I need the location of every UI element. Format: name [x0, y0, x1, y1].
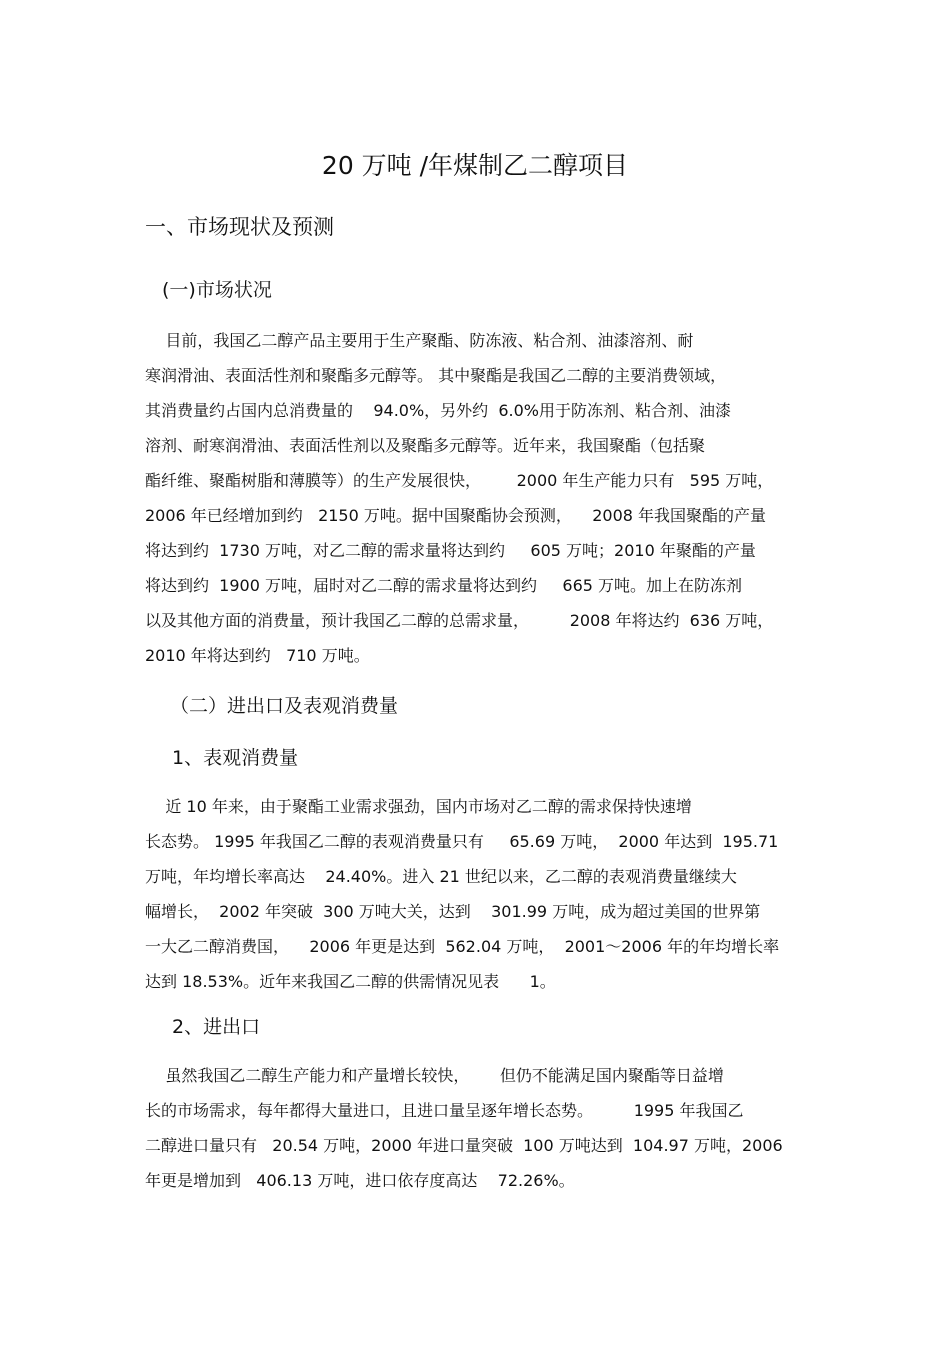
- paragraph-line: 将达到约 1730 万吨，对乙二醇的需求量将达到约 605 万吨；2010 年聚酯的产量: [145, 541, 756, 560]
- paragraph-line: 溶剂、耐寒润滑油、表面活性剂以及聚酯多元醇等。近年来，我国聚酯（包括聚: [145, 436, 706, 455]
- part-heading-import-export: 2、进出口: [172, 1016, 261, 1038]
- document-title: 20 万吨 /年煤制乙二醇项目: [321, 151, 629, 180]
- paragraph-line: 达到 18.53%。近年来我国乙二醇的供需情况见表 1。: [145, 972, 556, 991]
- paragraph-import-export: [145, 1058, 810, 1198]
- paragraph-line: 将达到约 1900 万吨，届时对乙二醇的需求量将达到约 665 万吨。加上在防冻剂: [145, 576, 743, 595]
- paragraph-line: 长的市场需求，每年都得大量进口，且进口量呈逐年增长态势。 1995 年我国乙: [145, 1101, 744, 1120]
- paragraph-line: 年更是增加到 406.13 万吨，进口依存度高达 72.26%。: [145, 1171, 575, 1190]
- paragraph-line: 长态势。 1995 年我国乙二醇的表观消费量只有 65.69 万吨， 2000 年达到 195.71: [145, 832, 779, 851]
- paragraph-line: 一大乙二醇消费国， 2006 年更是达到 562.04 万吨， 2001～2006 年的年均增长率: [145, 937, 780, 956]
- paragraph-apparent-consumption: [145, 789, 810, 999]
- paragraph-market-status: [145, 323, 810, 673]
- paragraph-line: 寒润滑油、表面活性剂和聚酯多元醇等。 其中聚酯是我国乙二醇的主要消费领域，: [145, 366, 727, 385]
- paragraph-line: 2006 年已经增加到约 2150 万吨。据中国聚酯协会预测， 2008 年我国聚酯的产量: [145, 506, 767, 525]
- paragraph-line: 以及其他方面的消费量，预计我国乙二醇的总需求量， 2008 年将达约 636 万吨，: [145, 611, 774, 630]
- paragraph-line: 万吨，年均增长率高达 24.40%。进入 21 世纪以来，乙二醇的表观消费量继续大: [145, 867, 737, 886]
- paragraph-line: 其消费量约占国内总消费量的 94.0%，另外约 6.0%用于防冻剂、粘合剂、油漆: [145, 401, 731, 420]
- paragraph-line: 2010 年将达到约 710 万吨。: [145, 646, 370, 665]
- paragraph-line: 近 10 年来，由于聚酯工业需求强劲，国内市场对乙二醇的需求保持快速增: [145, 797, 692, 816]
- paragraph-line: 虽然我国乙二醇生产能力和产量增长较快， 但仍不能满足国内聚酯等日益增: [145, 1066, 724, 1085]
- paragraph-line: 幅增长， 2002 年突破 300 万吨大关，达到 301.99 万吨，成为超过美国的世界第: [145, 902, 761, 921]
- subsection-heading-market-status: (一)市场状况: [162, 279, 272, 301]
- subsection-heading-import-export: （二）进出口及表观消费量: [170, 695, 399, 717]
- paragraph-line: 酯纤维、聚酯树脂和薄膜等）的生产发展很快， 2000 年生产能力只有 595 万吨，: [145, 471, 774, 490]
- paragraph-line: 目前，我国乙二醇产品主要用于生产聚酯、防冻液、粘合剂、油漆溶剂、耐: [145, 331, 694, 350]
- part-heading-apparent-consumption: 1、表观消费量: [172, 747, 299, 769]
- section-heading-market: 一、市场现状及预测: [145, 215, 334, 239]
- paragraph-line: 二醇进口量只有 20.54 万吨，2000 年进口量突破 100 万吨达到 104.97 万吨，2006: [145, 1136, 783, 1155]
